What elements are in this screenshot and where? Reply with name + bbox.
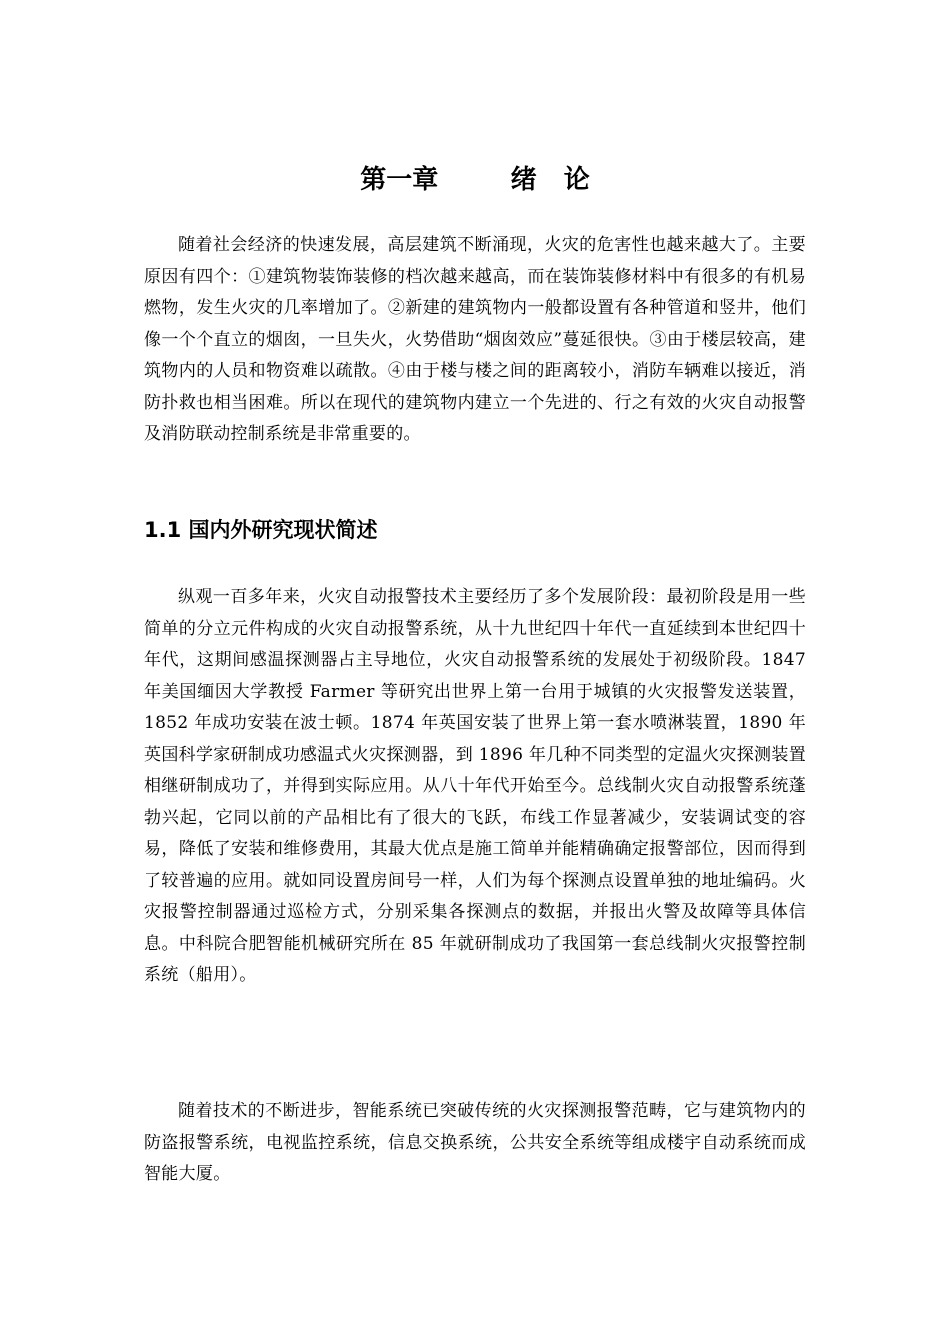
section-heading: 1.1 国内外研究现状简述 — [144, 518, 378, 542]
intro-paragraph: 随着社会经济的快速发展，高层建筑不断涌现，火灾的危害性也越来越大了。主要原因有四个：①建筑物装饰装修的档次越来越高，而在装饰装修材料中有很多的有机易燃物，发生火灾的几率增加了。②新建的建筑物内一般都设置有各种管道和竖井，他们像一个个直立的烟囱，一旦失火，火势借助“烟囱效应”蔓延很快。③由于楼层较高，建筑物内的人员和物资难以疏散。④由于楼与楼之间的距离较小，消防车辆难以接近，消防扑救也相当困难。所以在现代的建筑物内建立一个先进的、行之有效的火灾自动报警及消防联动控制系统是非常重要的。 — [144, 235, 806, 444]
section-paragraph-history: 纵观一百多年来，火灾自动报警技术主要经历了多个发展阶段：最初阶段是用一些简单的分立元件构成的火灾自动报警系统，从十九世纪四十年代一直延续到本世纪四十年代，这期间感温探测器占主导地位，火灾自动报警系统的发展处于初级阶段。1847 年美国缅因大学教授 Farmer 等研究出世界上第一台用于城镇的火灾报警发送装置，1852 年成功安装在波士顿。1874 年英国安装了世界上第一套水喷淋装置，1890 年英国科学家研制成功感温式火灾探测器，到 1896 年几种不同类型的定温火灾探测装置相继研制成功了，并得到实际应用。从八十年代开始至今。总线制火灾自动报警系统蓬勃兴起，它同以前的产品相比有了很大的飞跃，布线工作显著减少，安装调试变的容易，降低了安装和维修费用，其最大优点是施工简单并能精确确定报警部位，因而得到了较普遍的应用。就如同设置房间号一样，人们为每个探测点设置单独的地址编码。火灾报警控制器通过巡检方式，分别采集各探测点的数据，并报出火警及故障等具体信息。中科院合肥智能机械研究所在 85 年就研制成功了我国第一套总线制火灾报警控制系统（船用）。 — [144, 587, 806, 985]
section-paragraph-intelligent-systems: 随着技术的不断进步，智能系统已突破传统的火灾探测报警范畴，它与建筑物内的防盗报警系统，电视监控系统，信息交换系统，公共安全系统等组成楼宇自动系统而成智能大厦。 — [144, 1101, 806, 1184]
chapter-title: 第一章 绪 论 — [360, 165, 590, 196]
